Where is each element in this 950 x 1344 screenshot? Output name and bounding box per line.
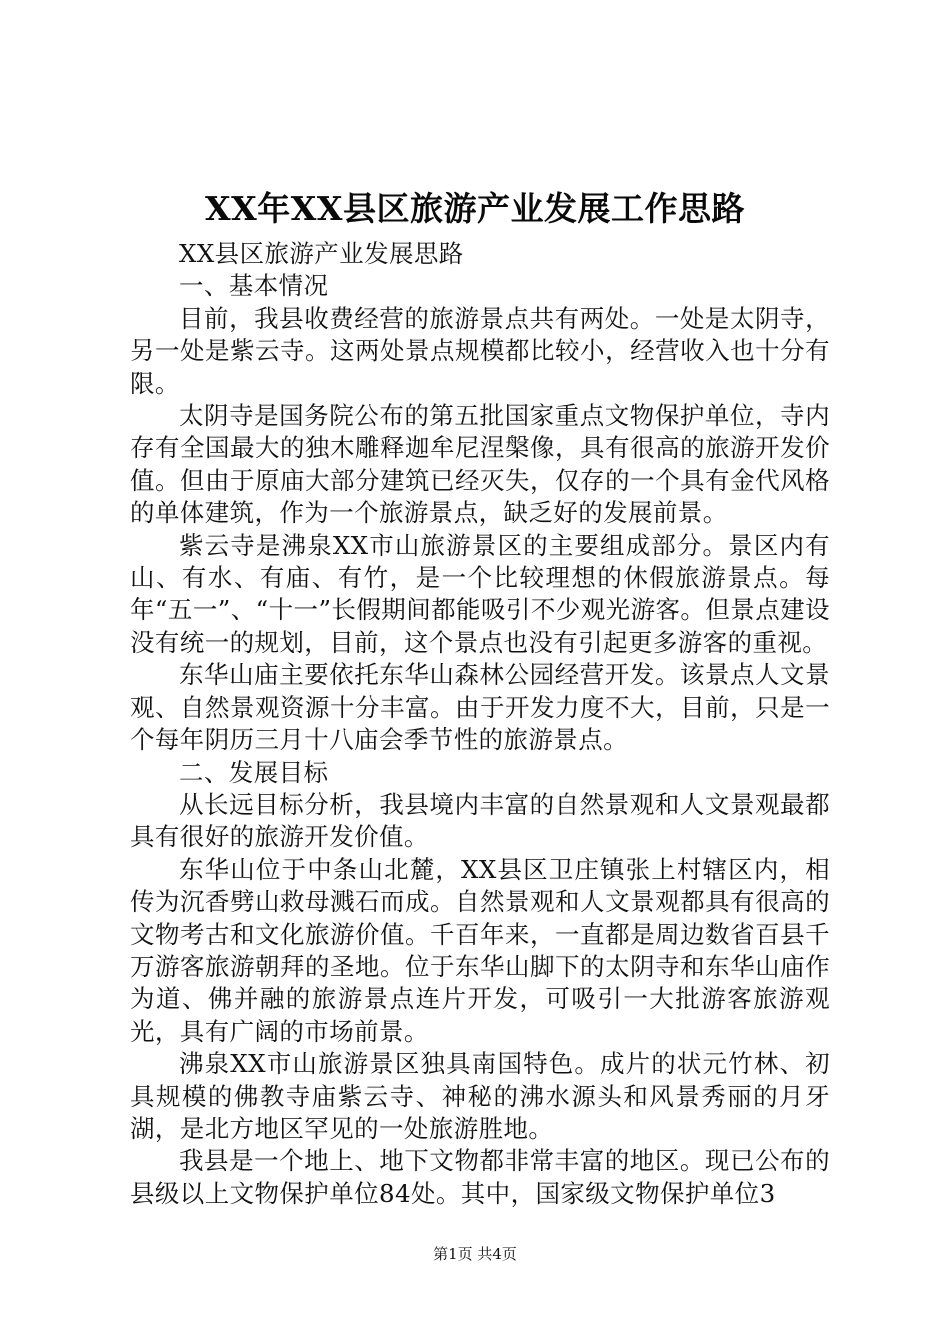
paragraph: 东华山庙主要依托东华山森林公园经营开发。该景点人文景观、自然景观资源十分丰富。由于开发力度不大，目前，只是一个每年阴历三月十八庙会季节性的旅游景点。 [130, 660, 830, 755]
paragraph: 太阴寺是国务院公布的第五批国家重点文物保护单位，寺内存有全国最大的独木雕释迦牟尼涅槃像，具有很高的旅游开发价值。但由于原庙大部分建筑已经灭失，仅存的一个具有金代风格的单体建筑，作为一个旅游景点，缺乏好的发展前景。 [130, 401, 830, 528]
document-body [130, 238, 830, 1210]
page-number-footer: 第1页 共4页 [433, 1245, 517, 1263]
paragraph: 紫云寺是沸泉XX市山旅游景区的主要组成部分。景区内有山、有水、有庙、有竹，是一个比较理想的休假旅游景点。每年“五一”、“十一”长假期间都能吸引不少观光游客。但景点建设没有统一的规划，目前，这个景点也没有引起更多游客的重视。 [130, 530, 830, 657]
paragraph: 从长远目标分析，我县境内丰富的自然景观和人文景观最都具有很好的旅游开发价值。 [130, 789, 830, 852]
paragraph: 我县是一个地上、地下文物都非常丰富的地区。现已公布的县级以上文物保护单位84处。其中，国家级文物保护单位3 [130, 1146, 830, 1208]
paragraph: 沸泉XX市山旅游景区独具南国特色。成片的状元竹林、初具规模的佛教寺庙紫云寺、神秘的沸水源头和风景秀丽的月牙湖，是北方地区罕见的一处旅游胜地。 [130, 1049, 830, 1143]
paragraph: 目前，我县收费经营的旅游景点共有两处。一处是太阴寺，另一处是紫云寺。这两处景点规模都比较小，经营收入也十分有限。 [130, 303, 830, 398]
paragraph: 东华山位于中条山北麓，XX县区卫庄镇张上村辖区内，相传为沉香劈山救母溅石而成。自然景观和人文景观都具有很高的文物考古和文化旅游价值。千百年来，一直都是周边数省百县千万游客旅游朝拜的圣地。位于东华山脚下的太阴寺和东华山庙作为道、佛并融的旅游景点连片开发，可吸引一大批游客旅游观光，具有广阔的市场前景。 [130, 854, 830, 1046]
document-title: XX年XX县区旅游产业发展工作思路 [205, 189, 745, 228]
section-heading-basic-situation: 一、基本情况 [179, 271, 329, 301]
section-heading-development-goals: 二、发展目标 [179, 757, 329, 787]
paragraph-subtitle: XX县区旅游产业发展思路 [179, 239, 464, 268]
